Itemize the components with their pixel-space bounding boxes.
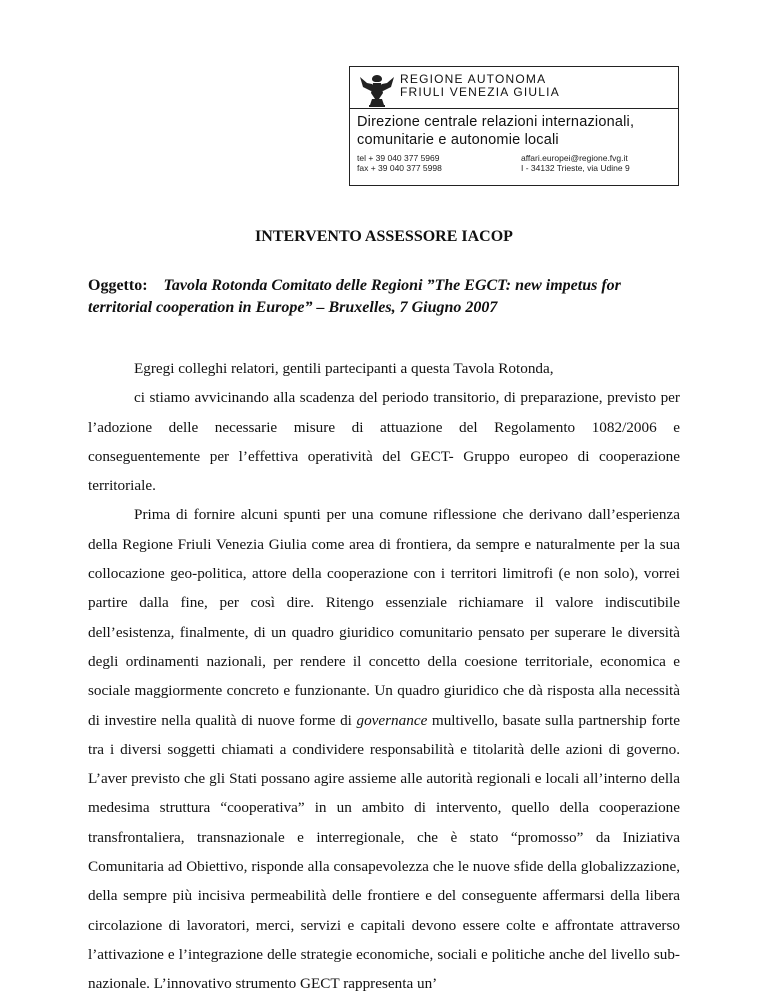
department-line-1: Direzione centrale relazioni internazionali, <box>357 114 635 130</box>
subject-colon: : <box>142 277 148 294</box>
email-address: affari.europei@regione.fvg.it <box>521 153 628 163</box>
fax-number: fax + 39 040 377 5998 <box>357 163 442 173</box>
paragraph-reflection-part-2: multivello, basate sulla partnership forte tra i diversi soggetti chiamati a condividere responsabilità e titolarità delle azioni di governo. L’aver previsto che gli Stati possano agire assieme alle autorità regionali e locali all’interno della medesima struttura “cooperativa” in un ambito di intervento, quello della cooperazione transfrontaliera, transnazionale e interregionale, che è stato “promosso” da Iniziativa Comunitaria ad Obiettivo, risponde alla consapevolezza che le nuove sfide della globalizzazione, della sempre più incisiva permeabilità delle frontiere e del conseguente affermarsi della libera circolazione di lavoratori, merci, servizi e capitali devono essere colte e affrontate attraverso l’attivazione e l’integrazione delle strategie economiche, sociali e politiche anche del livello sub-nazionale. L’innovativo strumento GECT rappresenta un’ <box>88 711 680 993</box>
paragraph-introduction: ci stiamo avvicinando alla scadenza del periodo transitorio, di preparazione, previsto per l’adozione delle necessarie misure di attuazione del Regolamento 1082/2006 e conseguentemente per l’effettiva operatività del GECT- Gruppo europeo di cooperazione territoriale. <box>88 389 680 495</box>
region-name <box>400 73 560 99</box>
paragraph-reflection-part-1: Prima di fornire alcuni spunti per una comune riflessione che derivano dall’esperienza della Regione Friuli Venezia Giulia come area di frontiera, da sempre e naturalmente per la sua collocazione geo-politica, attore della cooperazione con i territori limitrofi (e non solo), vorrei partire dalla fine, per così dire. Ritengo essenziale richiamare il valore indiscutibile dell’esistenza, finalmente, di un quadro giuridico comunitario pensato per superare le diversità degli ordinamenti nazionali, per rendere il concetto della coesione territoriale, economica e sociale maggiormente concreto e funzionante. Un quadro giuridico che dà risposta alla necessità di investire nella qualità di nuove forme di <box>88 506 680 729</box>
governance-term: governance <box>356 711 428 729</box>
department-line-2: comunitarie e autonomie locali <box>357 132 559 148</box>
letterhead-divider <box>350 108 678 109</box>
contact-phone-fax <box>357 153 442 173</box>
department-name <box>357 113 634 149</box>
document-subject <box>88 275 680 319</box>
phone-number: tel + 39 040 377 5969 <box>357 153 440 163</box>
paragraph-reflection <box>88 500 680 998</box>
letterhead-header <box>350 67 678 105</box>
subject-text: Tavola Rotonda Comitato delle Regioni ”The EGCT: new impetus for territorial cooperation in Europe” – Bruxelles, 7 Giugno 2007 <box>88 277 621 316</box>
paragraph-greeting: Egregi colleghi relatori, gentili partecipanti a questa Tavola Rotonda, <box>134 360 554 377</box>
letterhead <box>349 66 679 186</box>
contact-email-address <box>521 153 630 173</box>
document-body <box>88 354 680 999</box>
region-line-1: REGIONE AUTONOMA <box>400 72 547 86</box>
postal-address: I - 34132 Trieste, via Udine 9 <box>521 163 630 173</box>
document-title: INTERVENTO ASSESSORE IACOP <box>255 228 513 245</box>
region-line-2: FRIULI VENEZIA GIULIA <box>400 85 560 99</box>
eagle-logo-icon <box>357 69 397 109</box>
subject-label: Oggetto <box>88 277 143 294</box>
